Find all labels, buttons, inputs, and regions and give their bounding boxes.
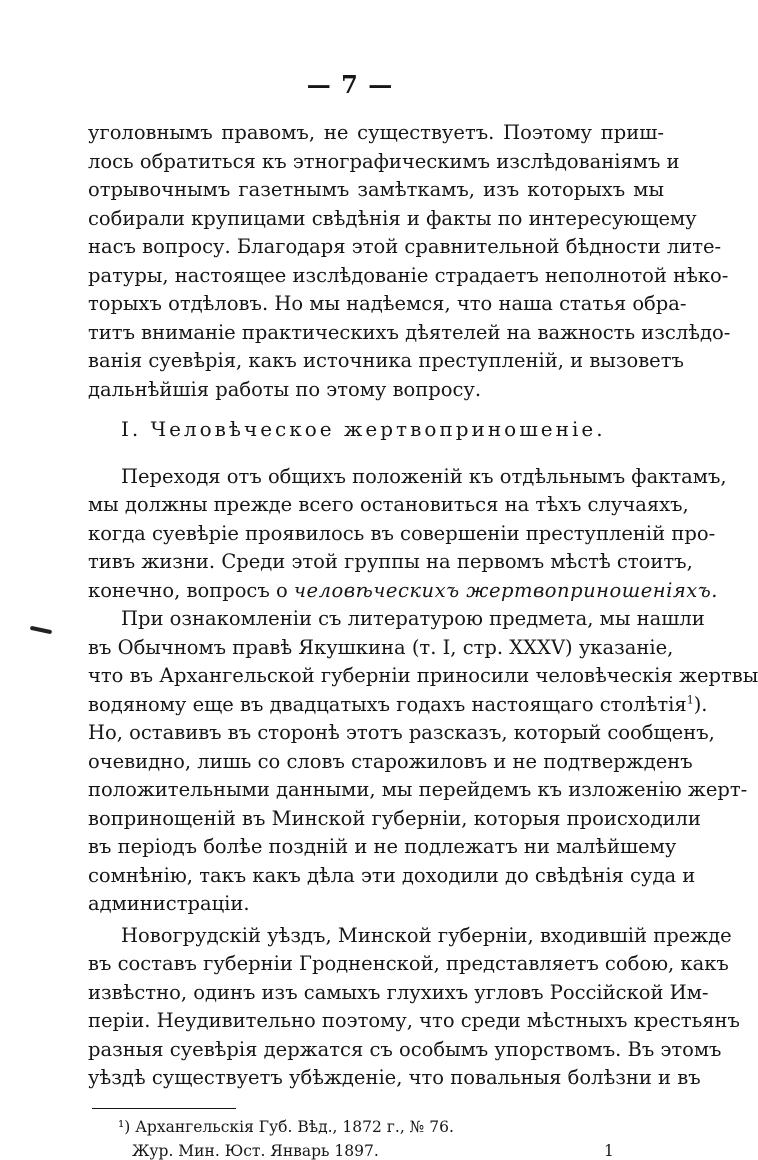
text-line: періи. Неудивительно поэтому, что среди мѣстныхъ крестьянъ [88,1009,740,1032]
text-line: положительными данными, мы перейдемъ къ изложенію жерт- [88,778,748,801]
footnote-mark: ¹ [118,1117,125,1136]
text-line: насъ вопросу. Благодаря этой сравнительной бѣдности лите- [88,235,722,258]
text-line: лось обратиться къ этнографическимъ изслѣдованіямъ и [88,149,680,173]
text-line [88,576,718,606]
text-line: разныя суевѣрія держатся съ особымъ упорствомъ. Въ этомъ [88,1037,722,1061]
text-line: отрывочнымъ газетнымъ замѣткамъ, изъ которыхъ мы [88,178,664,201]
text-line: При ознакомленіи съ литературою предмета, мы нашли [121,607,705,630]
page-number: — 7 — [306,70,394,99]
text-line: въ періодъ болѣе поздній и не подлежатъ ни малѣйшему [88,835,677,858]
section-heading: I. Человѣческое жертвоприношеніе. [121,417,606,441]
text-fragment: конечно, вопросъ о [88,578,288,602]
text-line: мы должны прежде всего остановиться на тѣхъ случаяхъ, [88,493,689,516]
text-line: уголовнымъ правомъ, не существуетъ. Поэтому приш- [88,121,664,144]
text-line: уѣздѣ существуетъ убѣжденіе, что повальныя болѣзни и въ [88,1066,701,1089]
text-line: торыхъ отдѣловъ. Но мы надѣемся, что наша статья обра- [88,292,687,315]
text-line: въ составъ губерніи Гродненской, представляетъ собою, какъ [88,952,729,975]
text-line [88,690,708,720]
text-line: собирали крупицами свѣдѣнія и факты по интересующему [88,206,697,230]
text-line: когда суевѣріе проявилось въ совершеніи преступленій про- [88,521,716,545]
text-line: извѣстно, одинъ изъ самыхъ глухихъ угловъ Россійской Им- [88,980,709,1004]
text-line: вопринощеній въ Минской губерніи, которыя происходили [88,806,701,830]
text-line: ратуры, настоящее изслѣдованіе страдаетъ неполнотой нѣко- [88,263,729,287]
text-line: титъ вниманіе практическихъ дѣятелей на важность изслѣдо- [88,320,731,344]
footnote-reference[interactable]: 1 [686,693,694,706]
text-line: что въ Архангельской губерніи приносили человѣческія жертвы [88,664,758,687]
text-line: очевидно, лишь со словъ старожиловъ и не подтвержденъ [88,749,693,773]
text-line: Но, оставивъ въ сторонѣ этотъ разсказъ, который сообщенъ, [88,721,715,744]
text-line: сомнѣнію, такъ какъ дѣла эти доходили до свѣдѣнія суда и [88,863,696,887]
footnote-text: ) Архангельскія Губ. Вѣд., 1872 г., № 76. [124,1117,454,1136]
footnote [118,1118,454,1136]
text-fragment: ). [693,692,708,716]
text-line: Новогрудскій уѣздъ, Минской губерніи, входившій прежде [121,923,732,947]
text-line: Переходя отъ общихъ положеній къ отдѣльнымъ фактамъ, [121,464,727,488]
text-line: тивъ жизни. Среди этой группы на первомъ мѣстѣ стоитъ, [88,550,693,573]
signature-sheet-number: 1 [604,1141,614,1160]
text-line: дальнѣйшія работы по этому вопросу. [88,377,482,401]
text-line: ванія суевѣрія, какъ источника преступленій, и вызоветъ [88,349,684,372]
signature-journal: Жур. Мин. Юст. Январь 1897. [132,1141,379,1160]
italic-term: человѣческихъ жертвоприношеніяхъ. [293,578,718,602]
margin-pencil-mark [30,626,52,634]
footnote-divider [92,1108,236,1109]
text-line: администраціи. [88,892,250,915]
text-line: въ Обычномъ правѣ Якушкина (т. I, стр. XXXV) указаніе, [88,635,674,659]
text-fragment: водяному еще въ двадцатыхъ годахъ настоящаго столѣтія [88,692,687,716]
